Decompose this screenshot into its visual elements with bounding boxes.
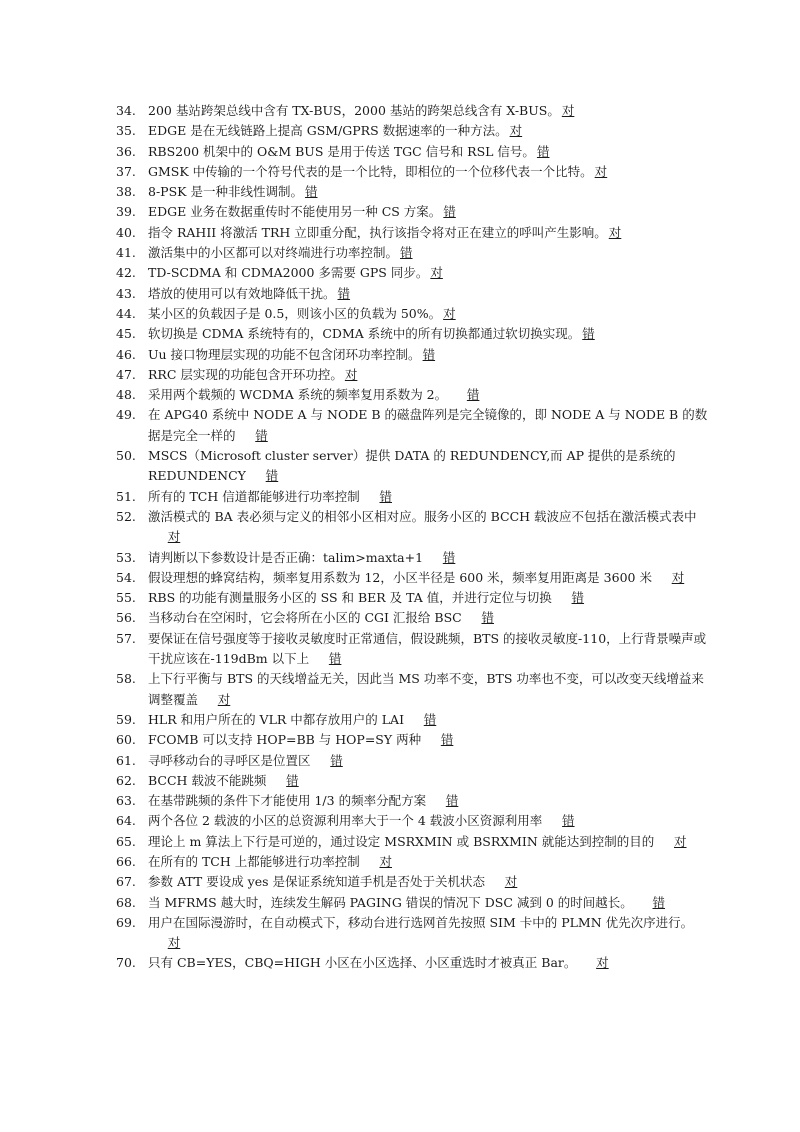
question-body (148, 832, 716, 852)
question-item (116, 913, 716, 954)
question-text: 寻呼移动台的寻呼区是位置区 (148, 752, 311, 768)
question-text: 指令 RAHII 将激活 TRH 立即重分配，执行该指令将对正在建立的呼叫产生影响。 (148, 224, 607, 240)
answer-mark: 对 (596, 955, 609, 971)
question-item (116, 202, 716, 222)
question-number: 53. (116, 549, 136, 565)
question-body (148, 345, 716, 365)
question-body (148, 669, 716, 710)
question-number: 63. (116, 793, 136, 809)
answer-mark: 错 (582, 326, 595, 342)
answer-mark: 对 (167, 935, 181, 951)
question-text: 两个各位 2 载波的小区的总资源利用率大于一个 4 载波小区资源利用率 (148, 813, 543, 829)
question-text: 在所有的 TCH 上都能够进行功率控制 (148, 853, 360, 869)
question-body (148, 893, 716, 913)
answer-mark: 对 (379, 853, 392, 869)
answer-mark: 错 (337, 285, 351, 301)
question-item (116, 263, 716, 283)
answer-mark: 错 (481, 610, 494, 626)
answer-mark: 对 (674, 833, 687, 849)
question-item (116, 243, 716, 263)
question-list (116, 101, 716, 974)
question-body (148, 487, 716, 507)
question-item (116, 893, 716, 913)
question-item (116, 284, 716, 304)
question-body (148, 263, 716, 283)
question-item (116, 548, 716, 568)
question-text: 在 APG40 系统中 NODE A 与 NODE B 的磁盘阵列是完全镜像的，即 NODE A 与 NODE B 的数据是完全一样的 (148, 407, 708, 443)
question-item (116, 385, 716, 405)
question-item (116, 832, 716, 852)
question-body (148, 629, 716, 670)
question-body (148, 243, 716, 263)
question-number: 49. (116, 407, 136, 423)
question-text: 采用两个载频的 WCDMA 系统的频率复用系数为 2。 (148, 387, 448, 403)
question-text: Uu 接口物理层实现的功能不包含闭环功率控制。 (148, 346, 421, 362)
question-item (116, 608, 716, 628)
question-text: 8-PSK 是一种非线性调制。 (148, 184, 303, 200)
question-item (116, 304, 716, 324)
question-item (116, 324, 716, 344)
question-number: 41. (116, 245, 136, 261)
question-text: 上下行平衡与 BTS 的天线增益无关，因此当 MS 功率不变，BTS 功率也不变，可以改变天线增益来调整覆盖 (148, 671, 704, 707)
question-number: 42. (116, 265, 136, 281)
question-number: 62. (116, 772, 136, 788)
answer-mark: 错 (423, 711, 437, 727)
question-text: 当 MFRMS 越大时，连续发生解码 PAGING 错误的情况下 DSC 减到 0 的时间越长。 (148, 894, 633, 910)
question-item (116, 446, 716, 487)
question-item (116, 751, 716, 771)
question-item (116, 101, 716, 121)
question-number: 35. (116, 123, 136, 139)
question-item (116, 121, 716, 141)
question-number: 50. (116, 448, 136, 464)
question-text: EDGE 业务在数据重传时不能使用另一种 CS 方案。 (148, 204, 442, 220)
question-number: 67. (116, 874, 136, 890)
question-text: HLR 和用户所在的 VLR 中都存放用户的 LAI (148, 711, 405, 727)
answer-mark: 错 (255, 427, 268, 443)
question-body (148, 121, 716, 141)
answer-mark: 对 (608, 224, 622, 240)
question-number: 65. (116, 833, 136, 849)
question-number: 38. (116, 184, 136, 200)
answer-mark: 错 (442, 549, 456, 565)
question-item (116, 669, 716, 710)
question-body (148, 710, 716, 730)
question-number: 39. (116, 204, 136, 220)
question-body (148, 405, 716, 446)
question-number: 52. (116, 508, 136, 524)
question-number: 51. (116, 488, 136, 504)
answer-mark: 错 (422, 346, 436, 362)
question-body (148, 101, 716, 121)
question-body (148, 507, 716, 548)
answer-mark: 对 (430, 265, 443, 281)
question-text: FCOMB 可以支持 HOP=BB 与 HOP=SY 两种 (148, 732, 422, 748)
question-number: 66. (116, 853, 136, 869)
question-body (148, 284, 716, 304)
question-number: 37. (116, 163, 136, 179)
question-text: RBS 的功能有测量服务小区的 SS 和 BER 及 TA 值，并进行定位与切换 (148, 590, 552, 606)
question-body (148, 913, 716, 954)
question-text: 假设理想的蜂窝结构，频率复用系数为 12，小区半径是 600 米，频率复用距离是 3600 米 (148, 569, 652, 585)
question-body (148, 304, 716, 324)
question-item (116, 345, 716, 365)
question-body (148, 162, 716, 182)
answer-mark: 错 (466, 387, 480, 403)
question-number: 36. (116, 143, 136, 159)
answer-mark: 对 (167, 529, 181, 545)
question-number: 34. (116, 103, 136, 118)
question-item (116, 710, 716, 730)
question-text: 所有的 TCH 信道都能够进行功率控制 (148, 488, 360, 504)
question-text: 200 基站跨架总线中含有 TX-BUS，2000 基站的跨架总线含有 X-BUS。 (148, 103, 560, 118)
question-number: 47. (116, 366, 136, 382)
answer-mark: 错 (400, 245, 413, 261)
answer-mark: 对 (594, 163, 608, 179)
question-number: 61. (116, 752, 136, 768)
question-body (148, 608, 716, 628)
question-text: BCCH 载波不能跳频 (148, 772, 267, 788)
answer-mark: 对 (217, 691, 231, 707)
question-text: 某小区的负载因子是 0.5，则该小区的负载为 50%。 (148, 305, 442, 321)
question-number: 69. (116, 914, 136, 930)
question-body (148, 852, 716, 872)
answer-mark: 错 (286, 772, 299, 788)
answer-mark: 对 (561, 103, 575, 118)
question-body (148, 751, 716, 771)
question-body (148, 588, 716, 608)
question-body (148, 446, 716, 487)
answer-mark: 对 (509, 123, 523, 139)
answer-mark: 错 (330, 752, 343, 768)
answer-mark: 错 (571, 590, 585, 606)
question-body (148, 385, 716, 405)
answer-mark: 错 (328, 651, 342, 667)
question-text: RBS200 机架中的 O&M BUS 是用于传送 TGC 信号和 RSL 信号。 (148, 143, 535, 159)
question-text: 软切换是 CDMA 系统特有的，CDMA 系统中的所有切换都通过软切换实现。 (148, 326, 581, 342)
question-item (116, 791, 716, 811)
answer-mark: 错 (443, 204, 456, 220)
question-body (148, 811, 716, 831)
answer-mark: 错 (652, 894, 666, 910)
question-number: 43. (116, 285, 136, 301)
question-body (148, 872, 716, 892)
question-body (148, 142, 716, 162)
question-number: 68. (116, 894, 136, 910)
question-number: 60. (116, 732, 136, 748)
question-body (148, 730, 716, 750)
answer-mark: 错 (265, 468, 279, 484)
question-text: 激活集中的小区都可以对终端进行功率控制。 (148, 245, 399, 261)
answer-mark: 对 (443, 305, 456, 321)
question-item (116, 852, 716, 872)
question-item (116, 568, 716, 588)
answer-mark: 错 (536, 143, 550, 159)
question-item (116, 872, 716, 892)
question-text: 要保证在信号强度等于接收灵敏度时正常通信，假设跳频，BTS 的接收灵敏度-110，上行背景噪声或干扰应该在-119dBm 以下上 (148, 630, 707, 667)
question-body (148, 223, 716, 243)
question-item (116, 588, 716, 608)
question-item (116, 771, 716, 791)
question-text: RRC 层实现的功能包含开环功控。 (148, 366, 343, 382)
question-text: 当移动台在空闲时，它会将所在小区的 CGI 汇报给 BSC (148, 610, 462, 626)
question-body (148, 324, 716, 344)
question-text: 在基带跳频的条件下才能使用 1/3 的频率分配方案 (148, 793, 427, 809)
question-body (148, 791, 716, 811)
question-text: 用户在国际漫游时，在自动模式下，移动台进行选网首先按照 SIM 卡中的 PLMN 优先次序进行。 (148, 914, 694, 930)
question-number: 45. (116, 326, 136, 342)
question-text: 请判断以下参数设计是否正确：talim>maxta+1 (148, 549, 424, 565)
question-text: 激活模式的 BA 表必须与定义的相邻小区相对应。服务小区的 BCCH 载波应不包括在激活模式表中 (148, 508, 697, 524)
question-number: 57. (116, 630, 136, 646)
answer-mark: 错 (440, 732, 454, 748)
question-number: 46. (116, 346, 136, 362)
question-body (148, 365, 716, 385)
question-text: 只有 CB=YES，CBQ=HIGH 小区在小区选择、小区重选时才被真正 Bar。 (148, 955, 577, 971)
question-text: GMSK 中传输的一个符号代表的是一个比特，即相位的一个位移代表一个比特。 (148, 163, 593, 179)
question-number: 40. (116, 224, 136, 240)
question-item (116, 223, 716, 243)
question-text: TD-SCDMA 和 CDMA2000 多需要 GPS 同步。 (148, 265, 429, 281)
answer-mark: 错 (379, 488, 392, 504)
answer-mark: 对 (504, 874, 518, 890)
question-number: 59. (116, 711, 136, 727)
question-item (116, 487, 716, 507)
question-item (116, 730, 716, 750)
question-body (148, 568, 716, 588)
question-number: 58. (116, 671, 136, 687)
question-text: 塔放的使用可以有效地降低干扰。 (148, 285, 336, 301)
question-number: 48. (116, 387, 136, 403)
question-body (148, 771, 716, 791)
question-number: 56. (116, 610, 136, 626)
question-item (116, 629, 716, 670)
question-text: EDGE 是在无线链路上提高 GSM/GPRS 数据速率的一种方法。 (148, 123, 508, 139)
question-text: MSCS（Microsoft cluster server）提供 DATA 的 REDUNDENCY,而 AP 提供的是系统的 REDUNDENCY (148, 448, 676, 484)
question-item (116, 811, 716, 831)
question-item (116, 507, 716, 548)
question-number: 64. (116, 813, 136, 829)
answer-mark: 错 (304, 184, 318, 200)
question-item (116, 142, 716, 162)
question-text: 参数 ATT 要设成 yes 是保证系统知道手机是否处于关机状态 (148, 874, 486, 890)
question-item (116, 405, 716, 446)
question-item (116, 953, 716, 973)
question-text: 理论上 m 算法上下行是可逆的，通过设定 MSRXMIN 或 BSRXMIN 就能达到控制的目的 (148, 833, 655, 849)
answer-mark: 对 (344, 366, 358, 382)
answer-mark: 对 (671, 569, 685, 585)
question-item (116, 162, 716, 182)
question-body (148, 182, 716, 202)
question-number: 70. (116, 955, 136, 971)
question-number: 54. (116, 569, 136, 585)
answer-mark: 错 (562, 813, 575, 829)
question-body (148, 548, 716, 568)
question-body (148, 202, 716, 222)
question-number: 55. (116, 590, 136, 606)
question-body (148, 953, 716, 973)
question-item (116, 182, 716, 202)
question-item (116, 365, 716, 385)
question-number: 44. (116, 305, 136, 321)
answer-mark: 错 (445, 793, 459, 809)
